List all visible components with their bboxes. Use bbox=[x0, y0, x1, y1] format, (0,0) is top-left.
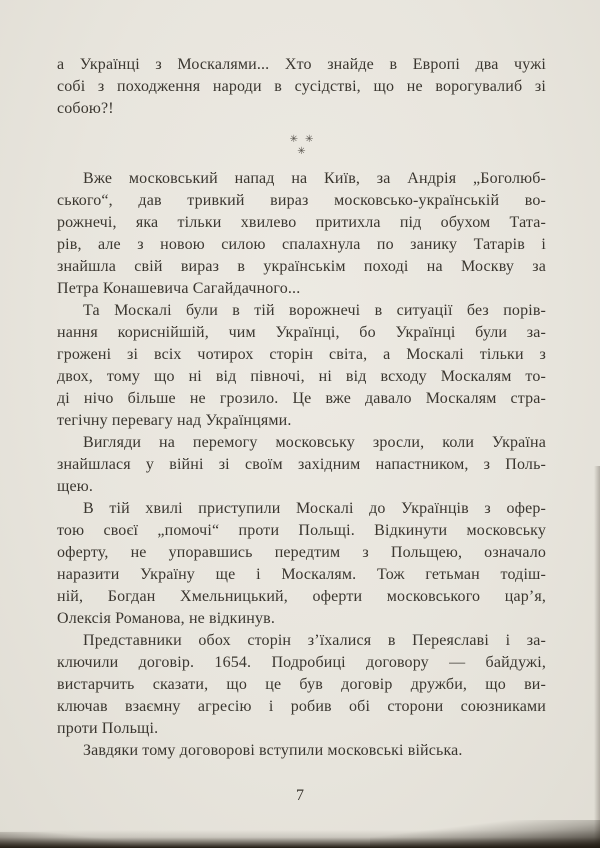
text-line: Петра Конашевича Сагайдачного... bbox=[57, 280, 301, 297]
paragraph bbox=[57, 54, 546, 120]
text-line: ського“, дав тривкий вираз московсько-українській во- bbox=[57, 192, 546, 209]
paragraph bbox=[57, 300, 546, 432]
text-line: Вже московський напад на Київ, за Андрія „Боголюб- bbox=[83, 170, 546, 187]
text-line: знайшлася у війні зі своїм західним напастником, з Поль- bbox=[57, 456, 546, 473]
text-line: вистарчить сказати, що це був договір дружби, що ви- bbox=[57, 676, 546, 693]
text-line: а Українці з Москалями... Хто знайде в Европі два чужі bbox=[57, 56, 546, 73]
text-line: оферту, не упоравшись передтим з Польщею, означало bbox=[57, 544, 546, 561]
text-line: ді нічо більше не грозило. Це вже давало Москалям стра- bbox=[57, 390, 546, 407]
text-line: наразити Україну ще і Москалям. Тож гетьман тодіш- bbox=[57, 566, 546, 583]
text-line: собою?! bbox=[57, 100, 114, 117]
ornament-star-row-bottom: ✳ bbox=[297, 146, 306, 157]
ornament-star-row-top: ✳✳ bbox=[289, 134, 321, 145]
text-line: Завдяки тому договорові вступили московські війська. bbox=[83, 742, 463, 759]
paragraph bbox=[57, 740, 546, 762]
text-line: ній, Богдан Хмельницький, оферти московського цар’я, bbox=[57, 588, 546, 605]
text-line: ключили договір. 1654. Подробиці договору — байдужі, bbox=[57, 654, 546, 671]
page-text-flow bbox=[57, 54, 546, 762]
text-line: собі з походження народи в сусідстві, що не ворогувалиб зі bbox=[57, 78, 546, 95]
text-line: тегічну перевагу над Українцями. bbox=[57, 412, 292, 429]
scan-edge-bottom-left-artifact bbox=[0, 832, 130, 848]
text-line: Та Москалі були в тій ворожнечі в ситуації без порів- bbox=[83, 302, 546, 319]
page-number: 7 bbox=[296, 787, 304, 804]
scan-edge-bottom-artifact bbox=[0, 830, 600, 848]
section-break-ornament bbox=[57, 134, 546, 158]
text-line: Представники обох сторін з’їхалися в Переяславі і за- bbox=[83, 632, 546, 649]
text-line: Вигляди на перемогу московську зросли, коли Україна bbox=[83, 434, 546, 451]
paragraph bbox=[57, 168, 546, 300]
text-line: знайшла свій вираз в українськім поході на Москву за bbox=[57, 258, 546, 275]
text-line: нання кориснійшій, чим Українці, бо Українці були за- bbox=[57, 324, 546, 341]
text-line: Олексія Романова, не відкинув. bbox=[57, 610, 275, 627]
paragraph bbox=[57, 498, 546, 630]
text-line: В тій хвилі приступили Москалі до Українців з офер- bbox=[83, 500, 546, 517]
text-line: грожені зі всіх чотирох сторін світа, а Москалі тільки з bbox=[57, 346, 546, 363]
text-line: проти Польщі. bbox=[57, 720, 159, 737]
text-line: ключав взаємну агресію і робив обі сторони союзниками bbox=[57, 698, 546, 715]
text-line: щею. bbox=[57, 478, 93, 495]
scan-edge-bottom-right-artifact bbox=[370, 820, 600, 848]
text-line: тою своєї „помочі“ проти Польщі. Відкинути московську bbox=[57, 522, 546, 539]
paragraph bbox=[57, 432, 546, 498]
text-line: рожнечі, яка тільки хвилево притихла під обухом Тата- bbox=[57, 214, 546, 231]
text-line: рів, але з новою силою спалахнула по занику Татарів і bbox=[57, 236, 546, 253]
text-line: двох, тому що ні від півночі, ні від всходу Москалям то- bbox=[57, 368, 546, 385]
paragraph bbox=[57, 630, 546, 740]
